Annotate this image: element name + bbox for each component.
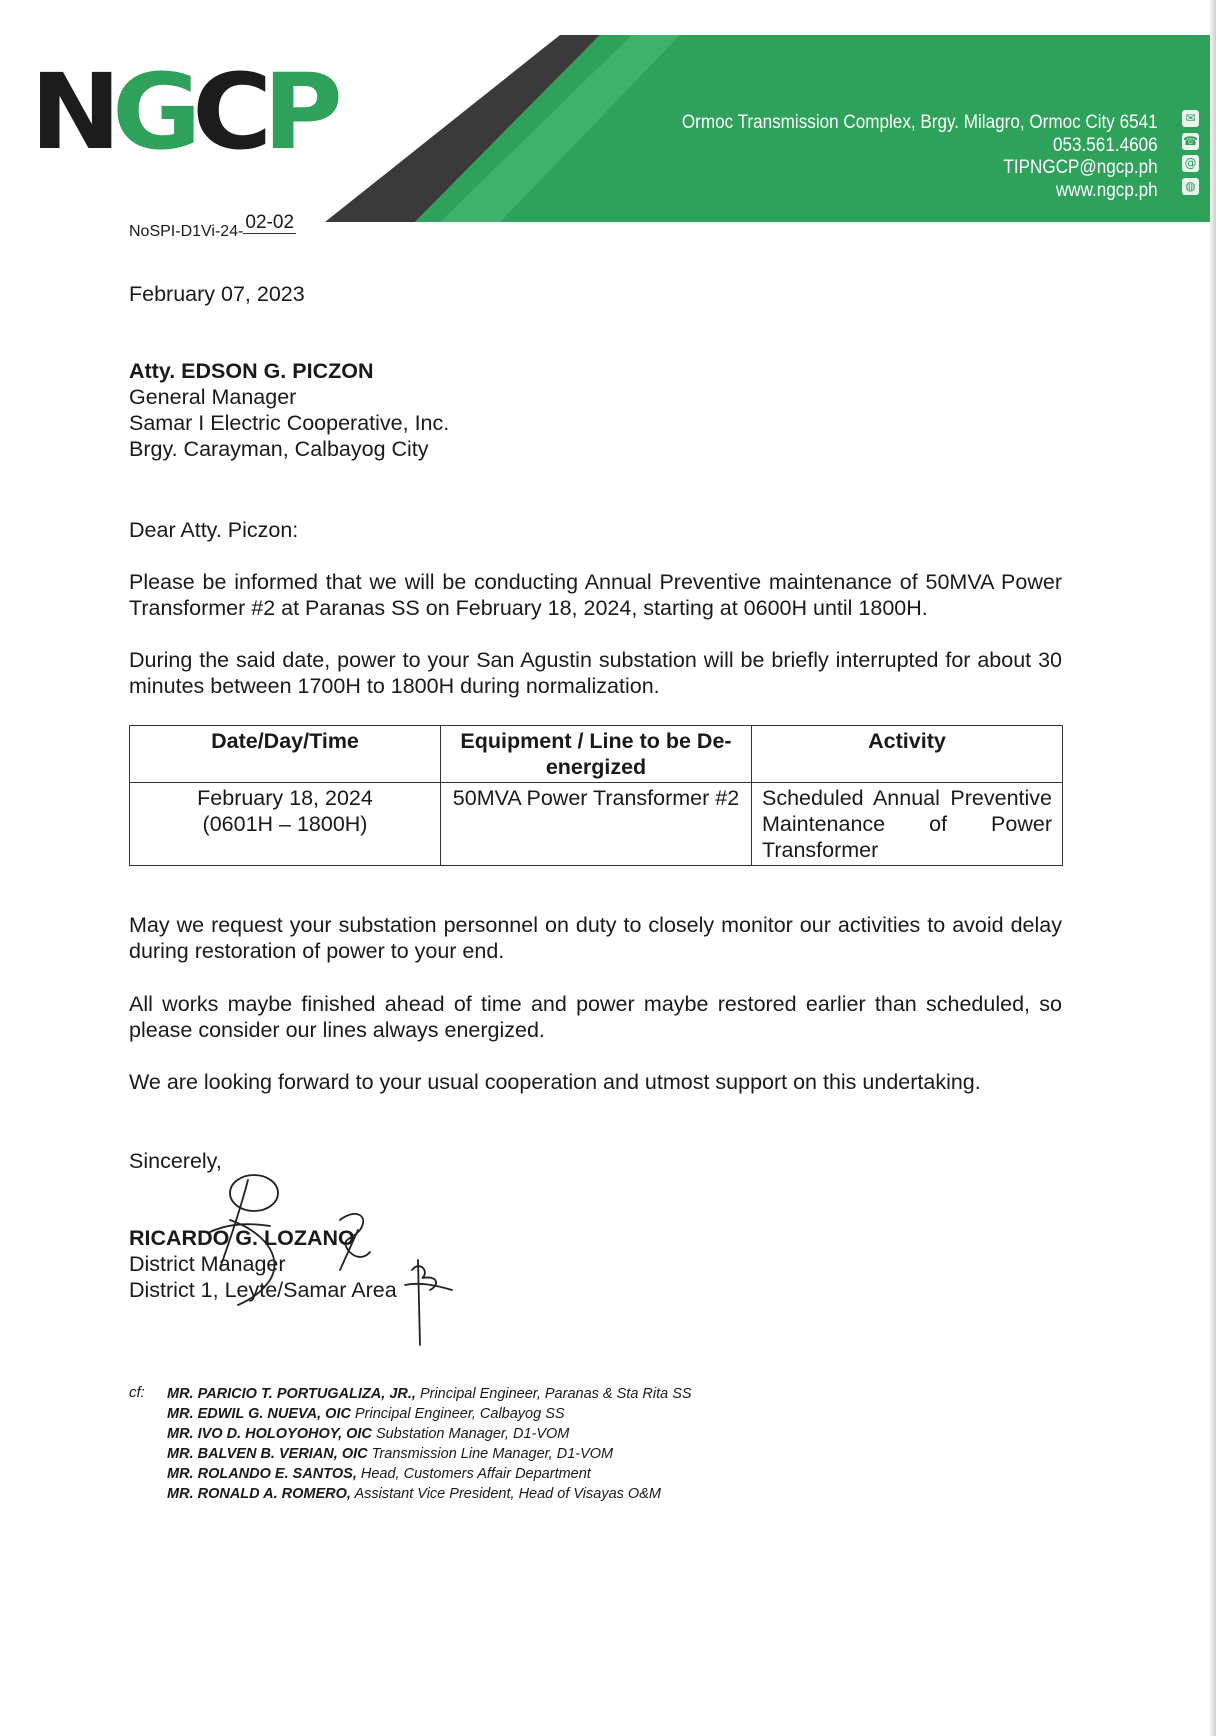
logo-letter-g: G [111,51,193,173]
cf-role: Substation Manager, D1-VOM [375,1426,570,1442]
mail-icon: ✉ [1182,110,1199,127]
closing: Sincerely, [129,1149,222,1173]
logo-letter-p: P [262,51,334,173]
cf-name: MR. RONALD A. ROMERO, [167,1486,351,1502]
reference-prefix: NoSPI-D1Vi-24- [129,223,244,240]
signatory-title: District Manager [129,1252,286,1276]
salutation: Dear Atty. Piczon: [129,518,299,542]
paragraph-4: All works maybe finished ahead of time and power maybe restored earlier than scheduled, so please consider our lines always energized. [129,992,1062,1042]
header-activity: Activity [752,726,1063,783]
paragraph-1: Please be informed that we will be conducting Annual Preventive maintenance of 50MVA Power Transformer #2 at Paranas SS on February 18, 2024, starting at 0600H until 1800H. [129,570,1062,620]
cf-item [167,1404,692,1424]
paragraph-5: We are looking forward to your usual cooperation and utmost support on this undertaking. [129,1070,981,1094]
schedule-table [129,725,1063,866]
address-line: Ormoc Transmission Complex, Brgy. Milagro, Ormoc City 6541 [682,112,1158,133]
cell-date-day: February 18, 2024 [197,786,373,810]
cf-role: Principal Engineer, Paranas & Sta Rita SS [419,1386,692,1402]
cf-item [167,1384,692,1404]
paragraph-3: May we request your substation personnel on duty to closely monitor our activities to avoid delay during restoration of power to your end. [129,913,1062,963]
logo-letter-n: N [30,51,112,173]
cf-name: MR. BALVEN B. VERIAN, OIC [167,1446,368,1462]
phone-line: 053.561.4606 [1053,134,1158,156]
cell-activity: Scheduled Annual Preventive Maintenance of Power Transformer [752,783,1063,866]
website-line: www.ngcp.ph [1056,179,1158,201]
letter-date: February 07, 2023 [129,282,305,306]
globe-icon: ◍ [1182,178,1199,195]
email-at-icon: @ [1182,155,1199,172]
ngcp-logo [30,51,334,173]
header-date: Date/Day/Time [130,726,441,783]
cf-item [167,1424,692,1444]
cf-item [167,1484,692,1504]
paragraph-2: During the said date, power to your San Agustin substation will be briefly interrupted for about 30 minutes between 1700H to 1800H during normalization. [129,648,1062,698]
cf-list [167,1384,692,1504]
cf-role: Head, Customers Affair Department [360,1466,591,1482]
logo-letter-c: C [192,51,263,173]
cf-role: Principal Engineer, Calbayog SS [354,1406,565,1422]
header-equipment: Equipment / Line to be De-energized [441,726,752,783]
email-line: TIPNGCP@ngcp.ph [1003,157,1158,178]
phone-icon: ☎ [1183,133,1198,148]
table-row [130,783,1063,866]
contact-block [682,112,1158,202]
signatory-block [129,1225,397,1303]
cf-name: MR. EDWIL G. NUEVA, OIC [167,1406,351,1422]
cell-equipment: 50MVA Power Transformer #2 [441,783,752,866]
cell-date [130,783,441,866]
signatory-name: RICARDO G. LOZANO [129,1226,355,1250]
cf-name: MR. PARICIO T. PORTUGALIZA, JR., [167,1386,416,1402]
recipient-company: Samar I Electric Cooperative, Inc. [129,411,450,435]
cell-date-time: (0601H – 1800H) [202,812,368,836]
reference-handwritten-number: 02-02 [245,212,295,233]
table-header-row [130,726,1063,783]
recipient-address: Brgy. Carayman, Calbayog City [129,437,429,461]
recipient-title: General Manager [129,385,297,409]
cf-item [167,1444,692,1464]
page-edge-shadow [1210,0,1216,1736]
cf-name: MR. IVO D. HOLOYOHOY, OIC [167,1426,372,1442]
cf-item [167,1464,692,1484]
reference-number [129,212,296,242]
contact-icons [1182,110,1200,200]
recipient-block [129,358,449,462]
cf-role: Assistant Vice President, Head of Visayas O&M [354,1486,661,1502]
cf-label: cf: [129,1384,145,1401]
cf-name: MR. ROLANDO E. SANTOS, [167,1466,357,1482]
cf-role: Transmission Line Manager, D1-VOM [371,1446,614,1462]
signatory-area: District 1, Leyte/Samar Area [129,1278,397,1302]
recipient-name: Atty. EDSON G. PICZON [129,359,374,383]
